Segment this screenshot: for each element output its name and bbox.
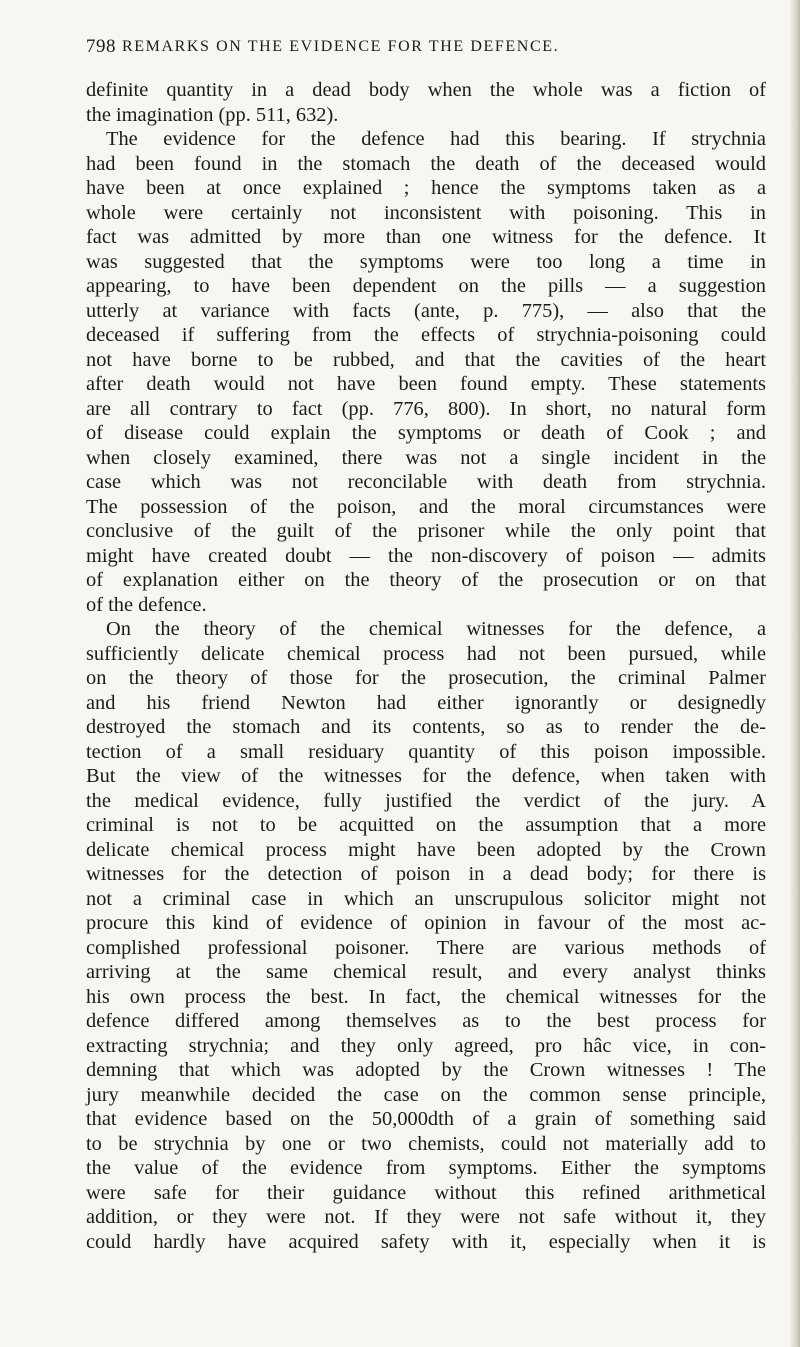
text-line: criminal is not to be acquitted on the assumption that a more bbox=[86, 814, 766, 836]
text-line: tection of a small residuary quantity of this poison impossible. bbox=[86, 740, 766, 763]
text-line: jury meanwhile decided the case on the common sense principle, bbox=[86, 1083, 766, 1106]
text-line: procure this kind of evidence of opinion in favour of the most ac- bbox=[86, 912, 766, 934]
running-head: REMARKS ON THE EVIDENCE FOR THE DEFENCE. bbox=[122, 38, 560, 55]
text-line: not have borne to be rubbed, and that the cavities of the heart bbox=[86, 348, 766, 371]
text-line: delicate chemical process might have been adopted by the Crown bbox=[86, 838, 766, 861]
text-line: extracting strychnia; and they only agreed, pro hâc vice, in con- bbox=[86, 1034, 766, 1057]
text-line: his own process the best. In fact, the chemical witnesses for the bbox=[86, 985, 766, 1008]
text-line: have been at once explained ; hence the symptoms taken as a bbox=[86, 177, 766, 199]
text-line: could hardly have acquired safety with it, especially when it is bbox=[86, 1230, 766, 1253]
text-line: But the view of the witnesses for the defence, when taken with bbox=[86, 765, 766, 787]
text-line: after death would not have been found empty. These statements bbox=[86, 373, 766, 395]
text-line: the medical evidence, fully justified the verdict of the jury. A bbox=[86, 789, 766, 812]
text-line: not a criminal case in which an unscrupulous solicitor might not bbox=[86, 887, 766, 910]
text-line: On the theory of the chemical witnesses for the defence, a bbox=[106, 618, 766, 640]
text-line: witnesses for the detection of poison in a dead body; for there is bbox=[86, 863, 766, 885]
text-line: had been found in the stomach the death of the deceased would bbox=[86, 152, 766, 175]
text-line: demning that which was adopted by the Crown witnesses ! The bbox=[86, 1059, 766, 1081]
text-line: destroyed the stomach and its contents, so as to render the de- bbox=[86, 716, 766, 738]
text-line: addition, or they were not. If they were not safe without it, they bbox=[86, 1206, 766, 1228]
text-line: complished professional poisoner. There are various methods of bbox=[86, 936, 766, 959]
text-line: the imagination (pp. 511, 632). bbox=[86, 103, 339, 126]
text-line: sufficiently delicate chemical process had not been pursued, while bbox=[86, 642, 766, 665]
text-line: fact was admitted by more than one witness for the defence. It bbox=[86, 226, 766, 248]
text-line: appearing, to have been dependent on the pills — a suggestion bbox=[86, 275, 766, 297]
text-line: deceased if suffering from the effects of strychnia-poisoning could bbox=[86, 324, 766, 346]
text-line: the value of the evidence from symptoms. Either the symptoms bbox=[86, 1157, 766, 1179]
text-line: and his friend Newton had either ignorantly or designedly bbox=[86, 691, 766, 714]
text-line: when closely examined, there was not a single incident in the bbox=[86, 446, 766, 469]
text-line: that evidence based on the 50,000dth of a grain of something said bbox=[86, 1108, 766, 1130]
text-line: The possession of the poison, and the moral circumstances were bbox=[86, 495, 766, 518]
text-line: are all contrary to fact (pp. 776, 800). In short, no natural form bbox=[86, 397, 766, 420]
text-line: were safe for their guidance without this refined arithmetical bbox=[86, 1181, 766, 1204]
text-line: to be strychnia by one or two chemists, could not materially add to bbox=[86, 1132, 766, 1155]
text-line: utterly at variance with facts (ante, p. 775), — also that the bbox=[86, 299, 766, 322]
text-line: on the theory of those for the prosecution, the criminal Palmer bbox=[86, 667, 766, 689]
page-number: 798 bbox=[86, 36, 116, 57]
text-line: conclusive of the guilt of the prisoner while the only point that bbox=[86, 520, 766, 542]
text-line: arriving at the same chemical result, and every analyst thinks bbox=[86, 961, 766, 983]
text-line: of the defence. bbox=[86, 593, 207, 616]
text-line: was suggested that the symptoms were too long a time in bbox=[86, 250, 766, 273]
text-line: of explanation either on the theory of the prosecution or on that bbox=[86, 569, 766, 591]
text-line: might have created doubt — the non-discovery of poison — admits bbox=[86, 544, 766, 567]
text-line: of disease could explain the symptoms or death of Cook ; and bbox=[86, 422, 766, 444]
text-line: case which was not reconcilable with death from strychnia. bbox=[86, 471, 766, 493]
text-line: definite quantity in a dead body when the whole was a fiction of bbox=[86, 79, 766, 101]
text-line: defence differed among themselves as to the best process for bbox=[86, 1010, 766, 1032]
page-header bbox=[86, 36, 708, 60]
text-line: whole were certainly not inconsistent with poisoning. This in bbox=[86, 201, 766, 224]
page-edge bbox=[790, 0, 800, 1347]
text-line: The evidence for the defence had this bearing. If strychnia bbox=[106, 128, 766, 150]
body-text bbox=[86, 78, 766, 1254]
